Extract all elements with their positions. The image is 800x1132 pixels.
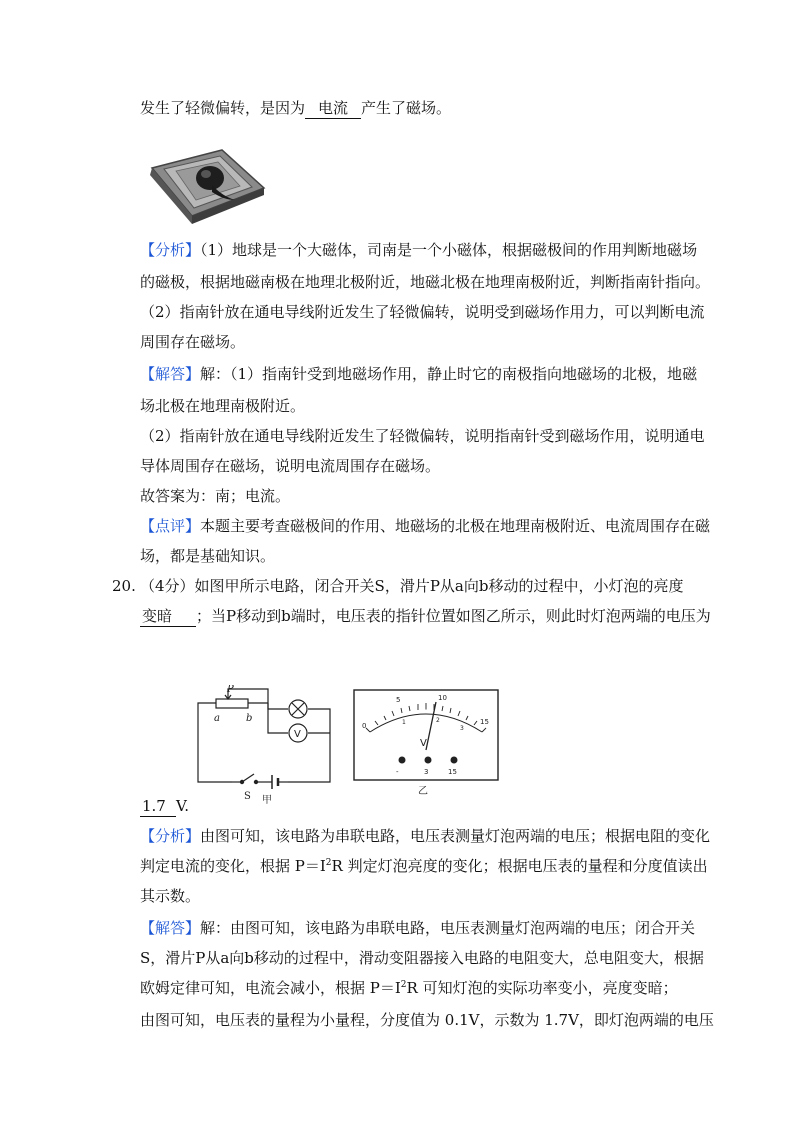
text-segment: （1）地球是一个大磁体，司南是一个小磁体，根据磁极间的作用判断地磁场 <box>200 241 698 259</box>
analysis-1-line-4: 周围存在磁场。 <box>140 333 246 351</box>
scale-1: 1 <box>402 719 406 726</box>
scale-2: 2 <box>436 717 440 724</box>
answer-line-voltage <box>140 796 189 817</box>
text-segment: 解：（1）指南针受到地磁场作用，静止时它的南极指向地磁场的北极，地磁 <box>200 365 698 383</box>
answer-2-line-1 <box>140 918 695 938</box>
label-a: a <box>214 713 220 724</box>
answer-1-line-2: 场北极在地理南极附近。 <box>140 397 306 415</box>
answer-2-line-4: 由图可知，电压表的量程为小量程，分度值为 0.1V，示数为 1.7V，即灯泡两端的电压 <box>140 1011 714 1029</box>
label-p: P <box>227 685 234 695</box>
answer-tag: 【解答】 <box>140 365 201 383</box>
analysis-tag: 【分析】 <box>140 241 201 259</box>
comment-1-line-2: 场，都是基础知识。 <box>140 547 276 565</box>
terminal-minus-label: - <box>396 768 399 776</box>
text-segment: 欧姆定律可知，电流会减小，根据 P＝I <box>140 979 401 997</box>
comment-tag: 【点评】 <box>140 517 201 535</box>
answer-1-line-1 <box>140 364 697 384</box>
rheostat-body <box>216 699 248 708</box>
answer-1-line-3: （2）指南针放在通电导线附近发生了轻微偏转，说明指南针受到磁场作用，说明通电 <box>140 427 705 445</box>
terminal-3-label: 3 <box>424 768 429 776</box>
text-segment: R 可知灯泡的实际功率变小，亮度变暗； <box>406 979 678 997</box>
question-number: 20. <box>112 577 136 595</box>
terminal-minus <box>399 757 406 764</box>
figure-label-jia: 甲 <box>262 795 272 805</box>
label-s: S <box>244 791 251 802</box>
analysis-1-line-2: 的磁极，根据地磁南极在地理北极附近，地磁北极在地理南极附近，判断指南针指向。 <box>140 273 711 291</box>
text-segment: 产生了磁场。 <box>361 99 452 117</box>
scale-3: 3 <box>460 725 464 732</box>
scale-5: 5 <box>396 696 401 704</box>
text-segment: ；当P移动到b端时，电压表的指针位置如图乙所示，则此时灯泡两端的电压为 <box>196 607 711 625</box>
blank-underline <box>184 606 196 627</box>
text-segment: 发生了轻微偏转，是因为 <box>140 99 306 117</box>
answer-1-line-4: 导体周围存在磁场，说明电流周围存在磁场。 <box>140 457 441 475</box>
text-segment: 本题主要考查磁极间的作用、地磁场的北极在地理南极附近、电流周围存在磁 <box>200 517 711 535</box>
voltmeter-v-label: V <box>294 729 301 740</box>
answer-blank: 电流 <box>305 98 361 119</box>
unit-text: V. <box>176 797 189 815</box>
voltmeter-diagram-yi <box>352 688 502 800</box>
answer-blank-1: 变暗 <box>140 606 184 627</box>
circuit-diagram-jia <box>192 685 342 805</box>
answer-2-line-3 <box>140 978 678 998</box>
analysis-2-line-3: 其示数。 <box>140 887 201 905</box>
terminal-15-label: 15 <box>448 768 457 776</box>
analysis-2-line-2 <box>140 856 708 876</box>
analysis-tag: 【分析】 <box>140 827 201 845</box>
comment-1-line-1 <box>140 516 710 536</box>
answer-2-line-2: S，滑片P从a向b移动的过程中，滑动变阻器接入电路的电阻变大，总电阻变大，根据 <box>140 949 704 967</box>
question-20-line-1: （4分）如图甲所示电路，闭合开关S，滑片P从a向b移动的过程中，小灯泡的亮度 <box>140 577 684 595</box>
terminal-15 <box>451 757 458 764</box>
analysis-2-line-1 <box>140 826 710 846</box>
scale-15: 15 <box>480 718 489 726</box>
text-segment: 判定电流的变化，根据 P＝I <box>140 857 326 875</box>
scale-10: 10 <box>438 694 447 702</box>
answer-blank-2: 1.7 <box>142 797 166 815</box>
text-segment: 由图可知，该电路为串联电路，电压表测量灯泡两端的电压；根据电阻的变化 <box>200 827 711 845</box>
terminal-3 <box>425 757 432 764</box>
answer-1-line-5: 故答案为：南；电流。 <box>140 487 291 505</box>
text-segment: 解：由图可知，该电路为串联电路，电压表测量灯泡两端的电压；闭合开关 <box>200 919 696 937</box>
question-20-line-2 <box>140 606 711 627</box>
scale-0: 0 <box>362 722 367 730</box>
analysis-1-line-1 <box>140 240 697 260</box>
figure-label-yi: 乙 <box>418 786 428 797</box>
superscript: 2 <box>400 980 407 990</box>
sinan-compass-image <box>140 138 270 228</box>
meter-v-label: V <box>420 738 427 749</box>
analysis-1-line-3: （2）指南针放在通电导线附近发生了轻微偏转，说明受到磁场作用力，可以判断电流 <box>140 303 705 321</box>
answer-tag: 【解答】 <box>140 919 201 937</box>
answer-line-top <box>140 98 451 119</box>
text-segment: R 判定灯泡亮度的变化；根据电压表的量程和分度值读出 <box>331 857 708 875</box>
blank-underline <box>166 796 176 817</box>
superscript: 2 <box>325 858 332 868</box>
label-b: b <box>246 713 253 724</box>
